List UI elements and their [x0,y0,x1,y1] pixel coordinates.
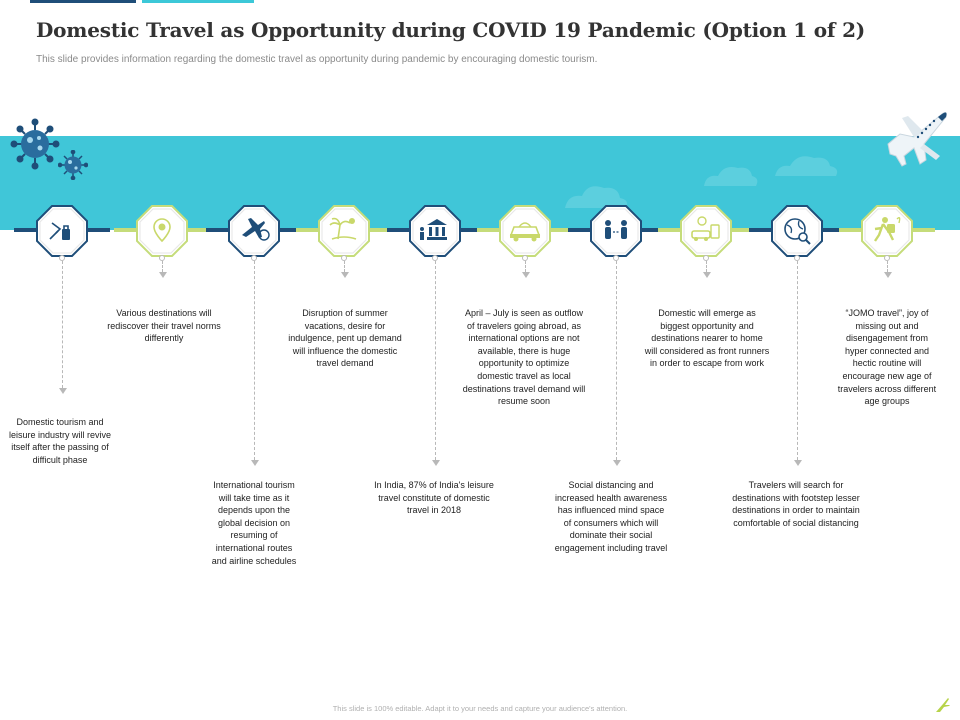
step-7-text: Social distancing and increased health awareness has influenced mind space of consumers which will dominate their social engagement including travel [554,480,668,553]
virus-small-icon [58,150,88,180]
travel-luggage-plane-icon [36,205,88,257]
arrow-down-icon [703,272,711,278]
brand-logo-icon [934,696,952,714]
timeline-node [590,205,642,257]
arrow-down-icon [159,272,167,278]
arrow-down-icon [341,272,349,278]
location-pin-globe-icon [136,205,188,257]
step-2-text: Various destinations will rediscover their travel norms differently [107,308,221,344]
arrow-down-icon [884,272,892,278]
dashed-connector [706,261,707,272]
step-5-text: In India, 87% of India's leisure travel constitute of domestic travel in 2018 [374,480,494,516]
arrow-down-icon [613,460,621,466]
timeline-node [36,205,88,257]
timeline-segment [912,228,934,232]
dashed-connector [254,261,255,460]
dashed-connector [435,261,436,460]
timeline-node [499,205,551,257]
dashed-connector [344,261,345,272]
timeline-node [318,205,370,257]
timeline-node [771,205,823,257]
arrow-down-icon [432,460,440,466]
arrow-down-icon [59,388,67,394]
virus-icon [10,118,60,170]
arrow-down-icon [522,272,530,278]
hiker-traveler-icon [861,205,913,257]
slide-subtitle: This slide provides information regarding the domestic travel as opportunity during pandemic by encouraging domestic tourism. [36,54,598,65]
step-4-text: Disruption of summer vacations, desire for indulgence, pent up demand will influence the domestic travel demand [288,308,402,369]
cloud-icon [700,162,760,188]
beach-palm-icon [318,205,370,257]
social-distancing-icon [590,205,642,257]
dashed-connector [162,261,163,272]
dashed-connector [797,261,798,460]
road-trip-icon [680,205,732,257]
plane-globe-icon [228,205,280,257]
timeline-node [136,205,188,257]
step-6-text: April – July is seen as outflow of travelers going abroad, as international options are not available, there is huge opportunity to optimize domestic travel as local destinations travel demand will resume soon [462,308,586,407]
slide-title: Domestic Travel as Opportunity during COVID 19 Pandemic (Option 1 of 2) [36,18,866,42]
car-travel-icon [499,205,551,257]
step-1-text: Domestic tourism and leisure industry will revive itself after the passing of difficult phase [8,417,112,465]
dashed-connector [62,261,63,388]
top-accent-bar-blue [30,0,136,3]
dashed-connector [616,261,617,460]
timeline-node [228,205,280,257]
arrow-down-icon [794,460,802,466]
arrow-down-icon [251,460,259,466]
dashed-connector [887,261,888,272]
cloud-icon [770,150,840,178]
step-10-text: “JOMO travel”, joy of missing out and disengagement from hyper connected and hectic routine will encourage new age of travelers across different age groups [837,308,937,407]
timeline-node [409,205,461,257]
globe-search-icon [771,205,823,257]
bank-traveler-icon [409,205,461,257]
dashed-connector [525,261,526,272]
timeline-node [680,205,732,257]
footer-note: This slide is 100% editable. Adapt it to your needs and capture your audience's attention. [332,704,628,713]
step-3-text: International tourism will take time as it depends upon the global decision on resuming of international routes and airline schedules [211,480,297,566]
top-accent-bar-teal [142,0,254,3]
timeline-node [861,205,913,257]
step-8-text: Domestic will emerge as biggest opportunity and destinations nearer to home will considered as front runners in order to escape from work [644,308,770,369]
step-9-text: Travelers will search for destinations with footstep lesser destinations in order to maintain comfortable of social distancing [732,480,860,528]
airplane-icon [884,104,950,168]
